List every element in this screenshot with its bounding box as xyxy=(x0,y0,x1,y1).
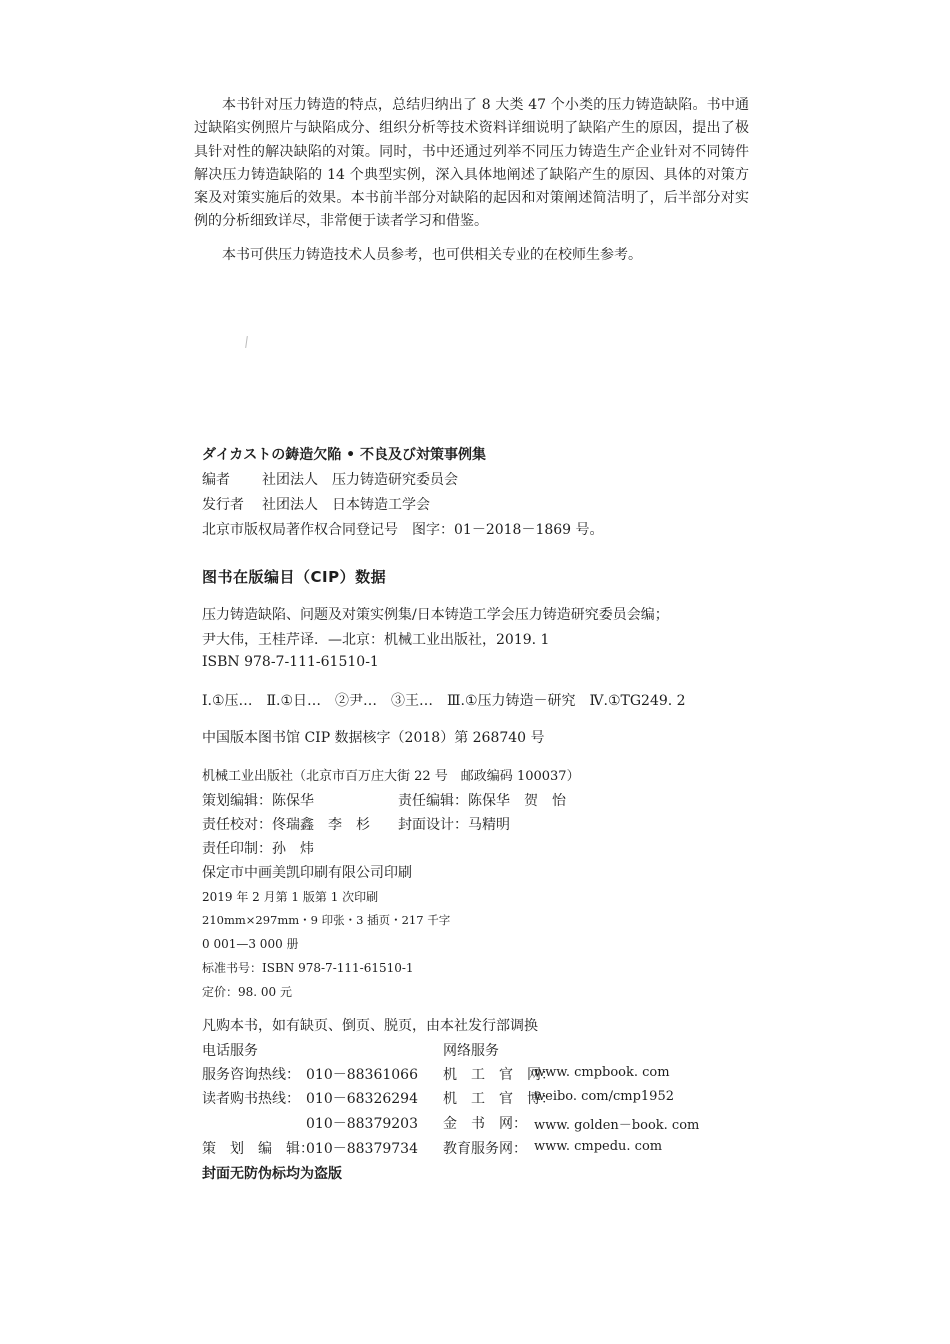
anti-counterfeit-notice: 封面无防伪标均为盗版 xyxy=(202,1166,342,1182)
net-cmpedu-label: 教育服务网： xyxy=(443,1141,527,1157)
net-cmpbook-label: 机 工 官 网： xyxy=(443,1067,555,1083)
original-title: ダイカストの鋳造欠陥 • 不良及び対策事例集 xyxy=(202,447,486,463)
intro-text-2: 本书可供压力铸造技术人员参考，也可供相关专业的在校师生参考。 xyxy=(222,247,642,263)
original-publisher-value: 社团法人 日本铸造工学会 xyxy=(262,497,430,513)
return-notice: 凡购本书，如有缺页、倒页、脱页，由本社发行部调换 xyxy=(202,1018,538,1034)
reader-hotline-number-2: 010－88379203 xyxy=(306,1116,418,1132)
planning-phone-number: 010－88379734 xyxy=(306,1141,418,1157)
planning-editor: 策划编辑：陈保华 xyxy=(202,793,314,809)
cip-line-2: 尹大伟，王桂芹译．—北京：机械工业出版社，2019. 1 xyxy=(202,632,550,648)
format: 210mm×297mm・9 印张・3 插页・217 千字 xyxy=(202,913,451,927)
publisher-address: 机械工业出版社（北京市百万庄大街 22 号 邮政编码 100037） xyxy=(202,769,580,784)
consult-hotline-label: 服务咨询热线： xyxy=(202,1067,300,1083)
standard-number: 标准书号：ISBN 978-7-111-61510-1 xyxy=(202,961,414,975)
scan-mark xyxy=(245,336,248,348)
printing-manager: 责任印制：孙 炜 xyxy=(202,841,314,857)
consult-hotline-number: 010－88361066 xyxy=(306,1067,418,1083)
net-cmpbook-url[interactable]: www. cmpbook. com xyxy=(534,1065,670,1080)
intro-paragraph-1 xyxy=(194,94,749,234)
print-run: 0 001—3 000 册 xyxy=(202,937,299,951)
cip-heading: 图书在版编目（CIP）数据 xyxy=(202,568,387,586)
net-goldenbook-label: 金 书 网： xyxy=(443,1116,527,1132)
responsible-editor: 责任编辑：陈保华 贺 怡 xyxy=(398,793,566,809)
net-goldenbook-url[interactable]: www. golden－book. com xyxy=(534,1118,700,1133)
cip-line-1: 压力铸造缺陷、问题及对策实例集/日本铸造工学会压力铸造研究委员会编； xyxy=(202,607,669,623)
net-weibo-label: 机 工 官 博： xyxy=(443,1091,555,1107)
edition: 2019 年 2 月第 1 版第 1 次印刷 xyxy=(202,890,379,904)
cip-verify-number: 中国版本图书馆 CIP 数据核字（2018）第 268740 号 xyxy=(202,730,545,746)
original-editor-value: 社团法人 压力铸造研究委员会 xyxy=(262,472,458,488)
net-cmpedu-url[interactable]: www. cmpedu. com xyxy=(534,1139,663,1154)
original-publisher-label: 发行者 xyxy=(202,497,244,513)
proofreader: 责任校对：佟瑞鑫 李 杉 xyxy=(202,817,370,833)
cip-isbn: ISBN 978-7-111-61510-1 xyxy=(202,654,379,670)
intro-text-1: 本书针对压力铸造的特点，总结归纳出了 8 大类 47 个小类的压力铸造缺陷。书中通过缺陷实例照片与缺陷成分、组织分析等技术资料详细说明了缺陷产生的原因，提出了极具针对性的解决缺陷的对策。同时，书中还通过列举不同压力铸造生产企业针对不同铸件解决压力铸造缺陷的 14 个典型实例，深入具体地阐述了缺陷产生的原因、具体的对策方案及对策实施后的效果。本书前半部分对缺陷的起因和对策阐述简洁明了，后半部分对实例的分析细致详尽，非常便于读者学习和借鉴。 xyxy=(194,97,749,230)
planning-phone-label: 策 划 编 辑： xyxy=(202,1141,314,1157)
original-editor-label: 编者 xyxy=(202,472,230,488)
copyright-registration: 北京市版权局著作权合同登记号 图字：01－2018－1869 号。 xyxy=(202,522,604,538)
reader-hotline-number-1: 010－68326294 xyxy=(306,1091,418,1107)
net-service-heading: 网络服务 xyxy=(443,1043,499,1059)
net-weibo-url[interactable]: weibo. com/cmp1952 xyxy=(534,1089,674,1104)
intro-paragraph-2 xyxy=(194,244,749,267)
price: 定价：98. 00 元 xyxy=(202,985,292,999)
reader-hotline-label: 读者购书热线： xyxy=(202,1091,300,1107)
cover-design: 封面设计：马精明 xyxy=(398,817,510,833)
printer: 保定市中画美凯印刷有限公司印刷 xyxy=(202,865,412,881)
phone-service-heading: 电话服务 xyxy=(202,1043,258,1059)
cip-classification: Ⅰ.①压… Ⅱ.①日… ②尹… ③王… Ⅲ.①压力铸造－研究 Ⅳ.①TG249. 2 xyxy=(202,693,686,709)
